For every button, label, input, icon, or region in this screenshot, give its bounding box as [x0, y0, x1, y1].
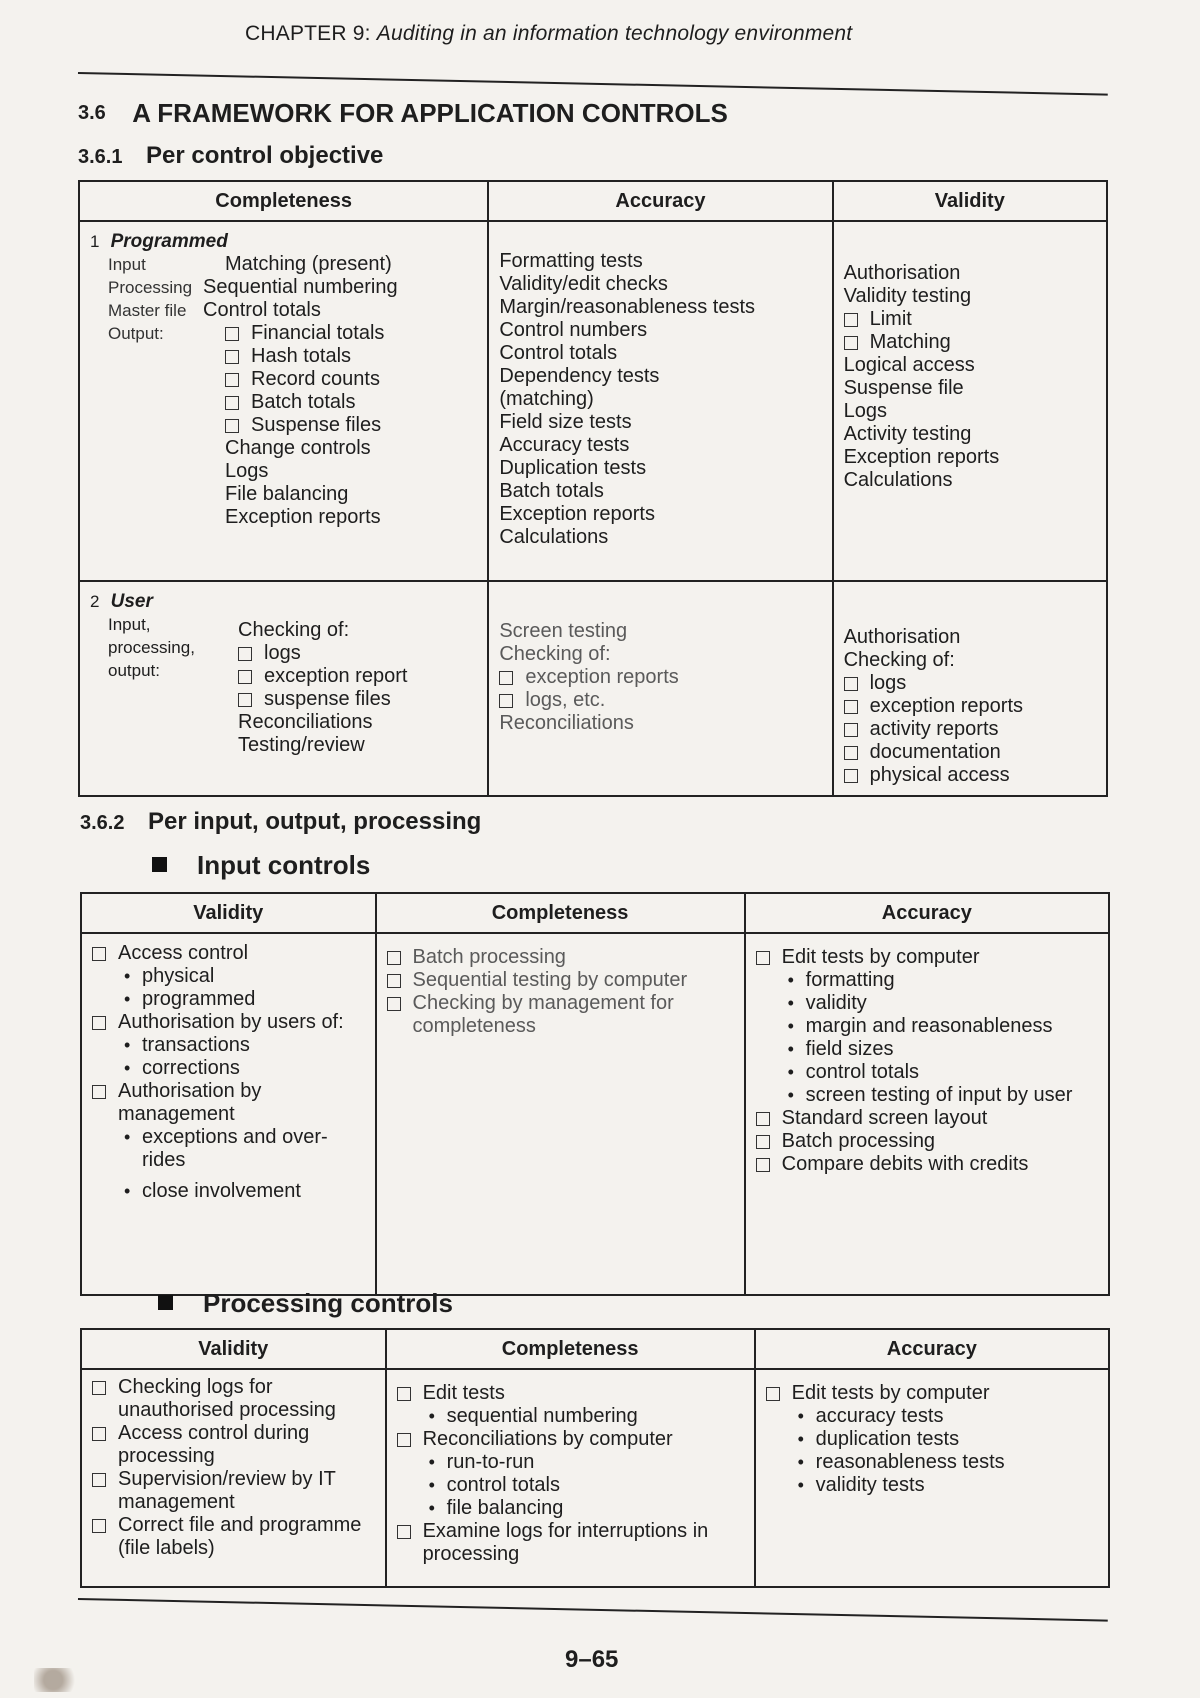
user-completeness-cell: 2 User Input, processing, output: Checking of: logs exception report suspense files Reconciliations Testing/review	[79, 581, 488, 796]
checkbox-icon	[397, 1387, 411, 1401]
checkbox-icon	[92, 1381, 106, 1395]
checkbox-icon	[92, 1085, 106, 1099]
checkbox-icon	[756, 951, 770, 965]
checkbox-icon	[499, 671, 513, 685]
user-accuracy-cell: Screen testing Checking of: exception reports logs, etc. Reconciliations	[488, 581, 832, 796]
paper-stain	[34, 1668, 82, 1692]
checkbox-icon	[844, 723, 858, 737]
section-heading	[78, 98, 728, 129]
checkbox-icon	[225, 419, 239, 433]
programmed-validity-cell: Authorisation Validity testing Limit Matching Logical access Suspense file Logs Activity testing Exception reports Calculations	[833, 221, 1107, 581]
checkbox-icon	[225, 327, 239, 341]
row-label-programmed: Programmed	[110, 231, 228, 252]
checkbox-icon	[844, 769, 858, 783]
checkbox-icon	[844, 313, 858, 327]
running-header	[245, 22, 852, 46]
checkbox-icon	[844, 677, 858, 691]
input-controls-heading: Input controls	[152, 850, 370, 881]
subsection-title: Per control objective	[146, 142, 384, 169]
table-row	[81, 1369, 1109, 1587]
checkbox-icon	[92, 1016, 106, 1030]
row-label-user: User	[110, 591, 153, 612]
column-header: Accuracy	[755, 1329, 1109, 1369]
programmed-accuracy-cell: Formatting tests Validity/edit checks Margin/reasonableness tests Control numbers Control totals Dependency tests (matching) Field size tests Accuracy tests Duplication tests Batch totals Exception reports Calculations	[488, 221, 832, 581]
page-number: 9–65	[565, 1646, 619, 1673]
checkbox-icon	[225, 396, 239, 410]
input-accuracy-cell: Edit tests by computer • formatting • validity • margin and reasonableness • field sizes • control totals • screen testing of input by user Standard screen layout Batch processing Compare debits with credits	[745, 933, 1109, 1295]
processing-validity-cell: Checking logs for unauthorised processing Access control during processing Supervision/review by IT management Correct file and programme (file labels)	[81, 1369, 386, 1587]
subsection-number: 3.6.2	[80, 812, 125, 834]
column-header: Completeness	[79, 181, 488, 221]
checkbox-icon	[766, 1387, 780, 1401]
checkbox-icon	[499, 694, 513, 708]
table-header-row	[81, 893, 1109, 933]
column-header: Validity	[81, 1329, 386, 1369]
checkbox-icon	[92, 1473, 106, 1487]
subsection-heading-2	[80, 808, 481, 836]
column-header: Accuracy	[488, 181, 832, 221]
checkbox-icon	[756, 1158, 770, 1172]
section-title: A FRAMEWORK FOR APPLICATION CONTROLS	[132, 98, 728, 128]
square-bullet-icon	[152, 857, 167, 872]
table-row-programmed	[79, 221, 1107, 581]
checkbox-icon	[225, 373, 239, 387]
header-rule	[78, 72, 1108, 96]
checkbox-icon	[387, 974, 401, 988]
checkbox-icon	[844, 746, 858, 760]
column-header: Completeness	[376, 893, 745, 933]
checkbox-icon	[397, 1433, 411, 1447]
subsection-heading-1	[78, 142, 383, 170]
checkbox-icon	[844, 336, 858, 350]
chapter-label: CHAPTER 9:	[245, 22, 377, 45]
checkbox-icon	[92, 1427, 106, 1441]
checkbox-icon	[387, 951, 401, 965]
programmed-completeness-cell: 1 Programmed Input Matching (present) Processing Sequential numbering Master file Control totals Output: Financial totals Hash totals Record counts Batch totals Suspense files Change controls Logs File balancing Exception reports	[79, 221, 488, 581]
checkbox-icon	[387, 997, 401, 1011]
processing-controls-table	[80, 1328, 1110, 1588]
column-header: Accuracy	[745, 893, 1109, 933]
control-objective-table	[78, 180, 1108, 797]
processing-controls-heading: Processing controls	[158, 1288, 453, 1319]
table-header-row	[79, 181, 1107, 221]
chapter-title: Auditing in an information technology environment	[376, 22, 853, 45]
table-row-user	[79, 581, 1107, 796]
subsection-title: Per input, output, processing	[148, 808, 482, 835]
user-validity-cell: Authorisation Checking of: logs exception reports activity reports documentation physical access	[833, 581, 1107, 796]
column-header: Completeness	[386, 1329, 755, 1369]
column-header: Validity	[833, 181, 1107, 221]
processing-accuracy-cell: Edit tests by computer • accuracy tests • duplication tests • reasonableness tests • validity tests	[755, 1369, 1109, 1587]
square-bullet-icon	[158, 1295, 173, 1310]
input-completeness-cell: Batch processing Sequential testing by computer Checking by management for completeness	[376, 933, 745, 1295]
checkbox-icon	[92, 1519, 106, 1533]
checkbox-icon	[238, 693, 252, 707]
checkbox-icon	[756, 1112, 770, 1126]
checkbox-icon	[397, 1525, 411, 1539]
input-validity-cell: Access control • physical • programmed Authorisation by users of: • transactions • corrections Authorisation by management • exceptions and over-rides • close involvement	[81, 933, 376, 1295]
table-row	[81, 933, 1109, 1295]
column-header: Validity	[81, 893, 376, 933]
input-controls-table	[80, 892, 1110, 1296]
checkbox-icon	[844, 700, 858, 714]
processing-completeness-cell: Edit tests • sequential numbering Reconciliations by computer • run-to-run • control totals • file balancing Examine logs for interruptions in processing	[386, 1369, 755, 1587]
subsection-number: 3.6.1	[78, 146, 123, 168]
table-header-row	[81, 1329, 1109, 1369]
checkbox-icon	[92, 947, 106, 961]
footer-rule	[78, 1598, 1108, 1622]
checkbox-icon	[238, 670, 252, 684]
section-number: 3.6	[78, 102, 106, 124]
checkbox-icon	[238, 647, 252, 661]
checkbox-icon	[756, 1135, 770, 1149]
checkbox-icon	[225, 350, 239, 364]
